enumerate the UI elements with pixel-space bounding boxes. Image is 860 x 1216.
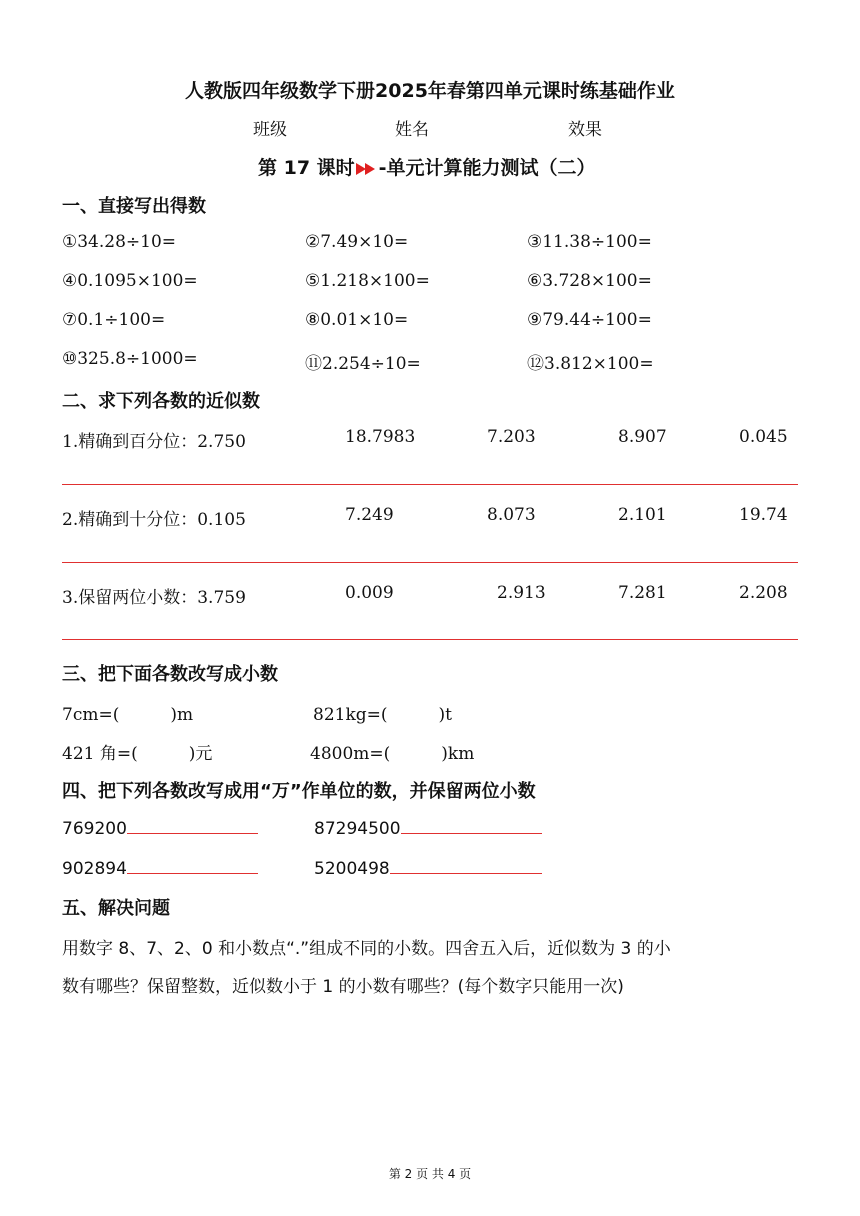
- approx-value: 18.7983: [345, 427, 416, 447]
- calc-item: ②7.49×10=: [305, 232, 409, 252]
- approx-value: 2.101: [618, 505, 667, 525]
- section5-heading: 五、解决问题: [62, 898, 170, 919]
- answer-line[interactable]: [62, 484, 798, 485]
- calc-item: ⑥3.728×100=: [527, 271, 652, 291]
- calc-item: ③11.38÷100=: [527, 232, 652, 252]
- calc-item: ⑪2.254÷10=: [305, 354, 421, 374]
- answer-blank[interactable]: [127, 856, 258, 874]
- convert-item: 4800m=( )km: [310, 744, 475, 764]
- answer-blank[interactable]: [127, 816, 258, 834]
- answer-blank[interactable]: [401, 816, 542, 834]
- name-label: 姓名: [395, 120, 429, 140]
- wan-item: [314, 856, 542, 879]
- approx-row-label: 3.保留两位小数：3.759: [62, 588, 246, 608]
- answer-blank[interactable]: [390, 856, 542, 874]
- approx-value: 2.208: [739, 583, 788, 603]
- approx-value: 0.045: [739, 427, 788, 447]
- calc-item: ⑤1.218×100=: [305, 271, 430, 291]
- calc-item: ①34.28÷10=: [62, 232, 177, 252]
- section1-heading: 一、直接写出得数: [62, 196, 206, 217]
- approx-row-label: 2.精确到十分位：0.105: [62, 510, 246, 530]
- page-title: 人教版四年级数学下册2025年春第四单元课时练基础作业: [185, 80, 675, 102]
- answer-line[interactable]: [62, 639, 798, 640]
- calc-item: ⑫3.812×100=: [527, 354, 654, 374]
- wan-item: [314, 816, 542, 839]
- convert-item: 821kg=( )t: [313, 705, 452, 725]
- class-label: 班级: [253, 120, 287, 140]
- section4-heading: 四、把下列各数改写成用“万”作单位的数，并保留两位小数: [62, 781, 536, 802]
- calc-item: ⑦0.1÷100=: [62, 310, 166, 330]
- lesson-suffix: -单元计算能力测试（二）: [378, 157, 596, 179]
- approx-value: 8.907: [618, 427, 667, 447]
- section3-heading: 三、把下面各数改写成小数: [62, 664, 278, 685]
- answer-line[interactable]: [62, 562, 798, 563]
- calc-item: ⑨79.44÷100=: [527, 310, 652, 330]
- wan-item: [62, 856, 258, 879]
- approx-value: 2.913: [497, 583, 546, 603]
- approx-value: 8.073: [487, 505, 536, 525]
- lesson-prefix: 第 17 课时: [258, 157, 355, 179]
- calc-item: ④0.1095×100=: [62, 271, 198, 291]
- approx-value: 7.281: [618, 583, 667, 603]
- wan-number: 87294500: [314, 819, 401, 839]
- convert-item: 421 角=( )元: [62, 744, 213, 764]
- convert-item: 7cm=( )m: [62, 705, 194, 725]
- section2-heading: 二、求下列各数的近似数: [62, 391, 260, 412]
- approx-value: 7.249: [345, 505, 394, 525]
- wan-number: 902894: [62, 859, 127, 879]
- calc-item: ⑧0.01×10=: [305, 310, 409, 330]
- wan-number: 769200: [62, 819, 127, 839]
- approx-value: 19.74: [739, 505, 788, 525]
- approx-value: 0.009: [345, 583, 394, 603]
- approx-row-label: 1.精确到百分位：2.750: [62, 432, 246, 452]
- calc-item: ⑩325.8÷1000=: [62, 349, 198, 369]
- page-number: 第 2 页 共 4 页: [388, 1167, 472, 1181]
- double-arrow-icon: [356, 162, 378, 176]
- result-label: 效果: [568, 120, 602, 140]
- approx-value: 7.203: [487, 427, 536, 447]
- wan-item: [62, 816, 258, 839]
- wan-number: 5200498: [314, 859, 390, 879]
- problem-text-line: 数有哪些？保留整数，近似数小于 1 的小数有哪些？(每个数字只能用一次): [62, 977, 624, 997]
- problem-text-line: 用数字 8、7、2、0 和小数点“.”组成不同的小数。四舍五入后，近似数为 3 的小: [62, 939, 671, 959]
- lesson-title: [258, 153, 596, 180]
